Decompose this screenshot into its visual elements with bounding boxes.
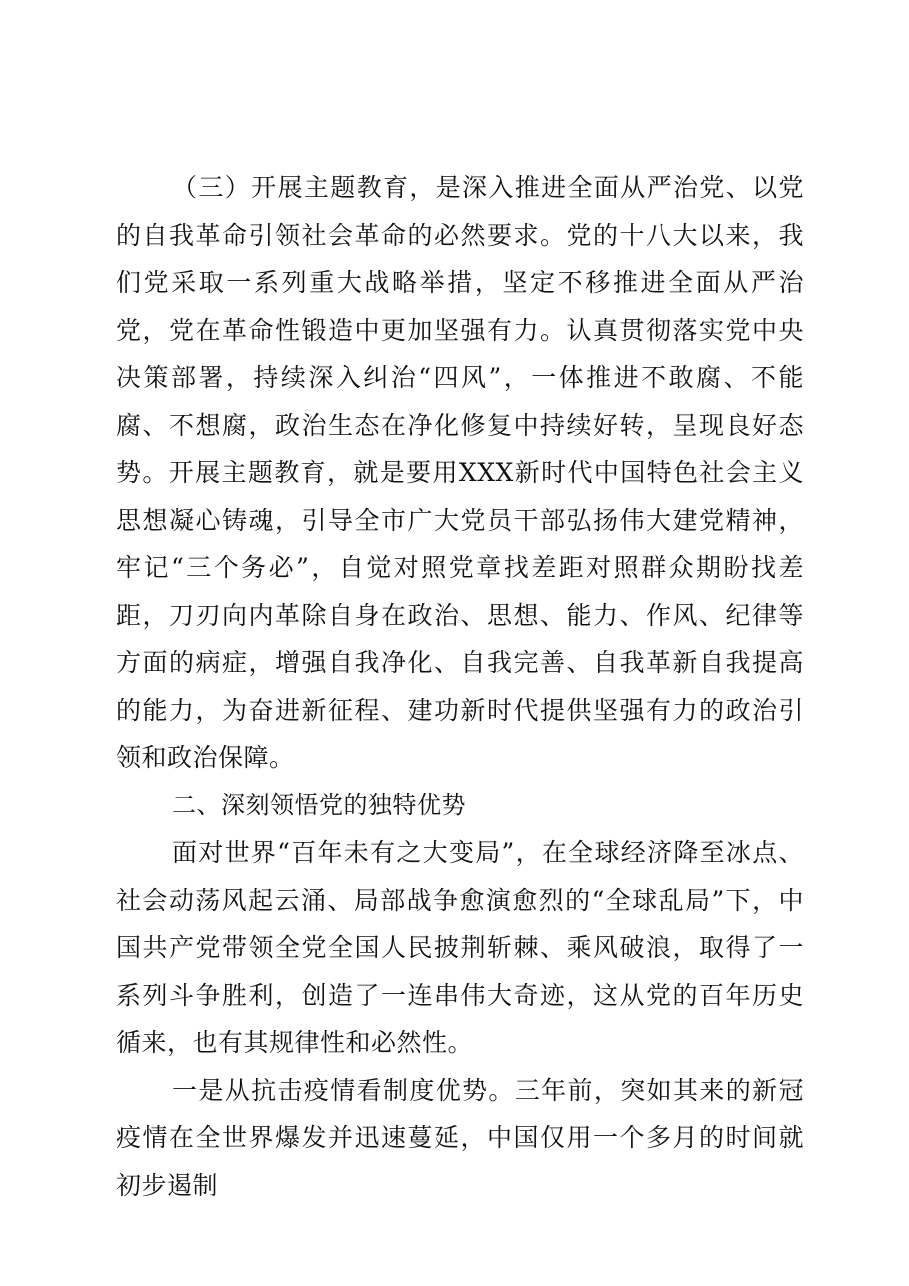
paragraph-world-changes: 面对世界“百年未有之大变局”，在全球经济降至冰点、社会动荡风起云涌、局部战争愈演愈烈的“全球乱局”下，中国共产党带领全党全国人民披荆斩棘、乘风破浪，取得了一系列斗争胜利，创造了一连串伟大奇迹，这从党的百年历史循来，也有其规律性和必然性。: [116, 838, 804, 1057]
document-body: [116, 164, 804, 1209]
section-heading-party-advantages: 二、深刻领悟党的独特优势: [172, 790, 466, 819]
paragraph-theme-education: （三）开展主题教育，是深入推进全面从严治党、以党的自我革命引领社会革命的必然要求。党的十八大以来，我们党采取一系列重大战略举措，坚定不移推进全面从严治党，党在革命性锻造中更加坚强有力。认真贯彻落实党中央决策部署，持续深入纠治“四风”，一体推进不敢腐、不能腐、不想腐，政治生态在净化修复中持续好转，呈现良好态势。开展主题教育，就是要用XXX新时代中国特色社会主义思想凝心铸魂，引导全市广大党员干部弘扬伟大建党精神，牢记“三个务必”，自觉对照党章找差距对照群众期盼找差距，刀刃向内革除自身在政治、思想、能力、作风、纪律等方面的病症，增强自我净化、自我完善、自我革新自我提高的能力，为奋进新征程、建功新时代提供坚强有力的政治引领和政治保障。: [116, 173, 804, 772]
paragraph-pandemic-system-advantage: 一是从抗击疫情看制度优势。三年前，突如其来的新冠疫情在全世界爆发并迅速蔓延，中国仅用一个多月的时间就初步遏制: [116, 1075, 804, 1200]
